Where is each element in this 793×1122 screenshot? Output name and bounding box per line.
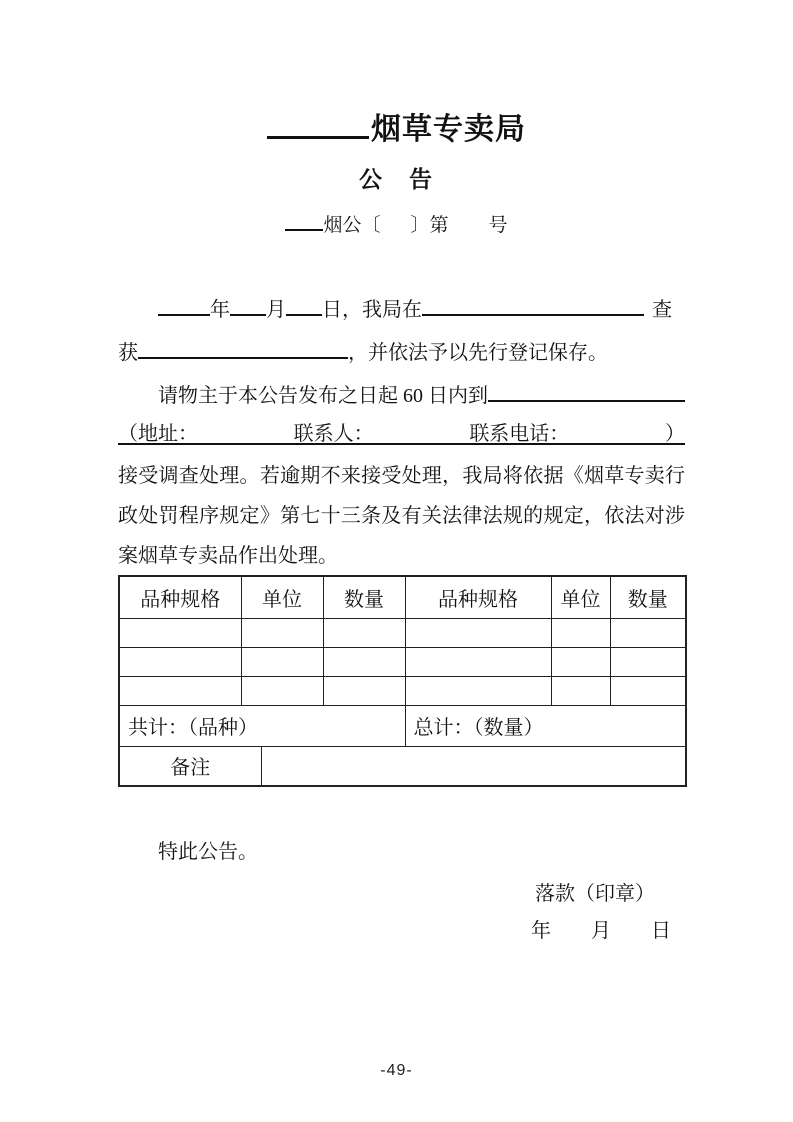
table-remark-row	[119, 746, 686, 786]
document-title-line	[0, 104, 793, 148]
body-line-7: 案烟草专卖品作出处理。	[118, 545, 338, 567]
total-varieties-cell: 共计：（品种）	[119, 705, 405, 746]
table-cell-empty	[323, 647, 405, 676]
contact-close-paren: ）	[664, 423, 685, 445]
body-line-3	[118, 379, 685, 406]
body-line-4-contact-underlined	[118, 417, 685, 445]
year-fill-in-blank	[158, 296, 210, 316]
table-cell-empty	[119, 676, 241, 705]
day-fill-in-blank	[286, 296, 322, 316]
header-variety-spec-right: 品种规格	[405, 576, 551, 618]
docno-fill-in-blank	[285, 212, 323, 231]
table-cell-empty	[551, 618, 610, 647]
table-empty-row	[119, 647, 686, 676]
table-cell-empty	[405, 676, 551, 705]
header-unit-right: 单位	[551, 576, 610, 618]
table-cell-empty	[323, 618, 405, 647]
table-cell-empty	[610, 618, 686, 647]
table-cell-empty	[119, 618, 241, 647]
body-line-1	[118, 293, 685, 320]
body-line1-day: 日，我局在	[322, 299, 422, 321]
body-line-6: 政处罚程序规定》第七十三条及有关法律法规的规定，依法对涉	[118, 505, 685, 527]
announcement-heading: 公 告	[359, 167, 434, 192]
body-line-5: 接受调查处理。若逾期不来接受处理，我局将依据《烟草专卖行	[118, 465, 685, 487]
header-variety-spec-left: 品种规格	[119, 576, 241, 618]
table-empty-row	[119, 618, 686, 647]
header-quantity-right: 数量	[610, 576, 686, 618]
document-number-line	[0, 210, 793, 237]
page-number: -49-	[380, 1062, 413, 1079]
table-cell-empty	[610, 647, 686, 676]
location-fill-in-blank	[422, 296, 644, 316]
document-title: 烟草专卖局	[371, 113, 526, 146]
table-cell-empty	[241, 618, 323, 647]
seized-goods-table	[118, 575, 687, 787]
table-totals-row	[119, 705, 686, 746]
seized-goods-fill-in-blank	[138, 339, 348, 359]
table-cell-empty	[551, 647, 610, 676]
body-line1-year: 年	[210, 299, 230, 321]
table-cell-empty	[405, 618, 551, 647]
body-line1-month: 月	[266, 299, 286, 321]
docno-part1: 烟公〔	[323, 215, 381, 236]
docno-part2: 〕第	[410, 215, 449, 236]
table-cell-empty	[119, 647, 241, 676]
table-cell-empty	[241, 676, 323, 705]
table-cell-empty	[551, 676, 610, 705]
remark-label-cell: 备注	[119, 746, 261, 786]
header-unit-left: 单位	[241, 576, 323, 618]
signature-seal-line: 落款（印章）	[535, 883, 655, 905]
body-line2-end: ，并依法予以先行登记保存。	[348, 342, 608, 364]
closing-statement: 特此公告。	[158, 841, 258, 863]
table-cell-empty	[405, 647, 551, 676]
title-fill-in-blank	[267, 109, 369, 139]
header-quantity-left: 数量	[323, 576, 405, 618]
body-line3-text: 请物主于本公告发布之日起 60 日内到	[158, 385, 488, 407]
total-quantity-cell: 总计：（数量）	[405, 705, 686, 746]
body-line-2	[118, 336, 685, 363]
contact-phone-label: 联系电话：	[469, 423, 570, 445]
contact-person-label: 联系人：	[293, 423, 374, 445]
date-line: 年 月 日	[531, 920, 671, 942]
remark-content-cell	[261, 746, 686, 786]
table-cell-empty	[323, 676, 405, 705]
table-cell-empty	[610, 676, 686, 705]
month-fill-in-blank	[230, 296, 266, 316]
body-line1-end: 查	[652, 299, 672, 321]
office-address-fill-in-blank	[488, 382, 685, 402]
table-empty-row	[119, 676, 686, 705]
body-line2-start: 获	[118, 342, 138, 364]
table-header-row	[119, 576, 686, 618]
docno-part3: 号	[488, 215, 508, 236]
contact-address-label: （地址：	[118, 423, 198, 445]
table-cell-empty	[241, 647, 323, 676]
